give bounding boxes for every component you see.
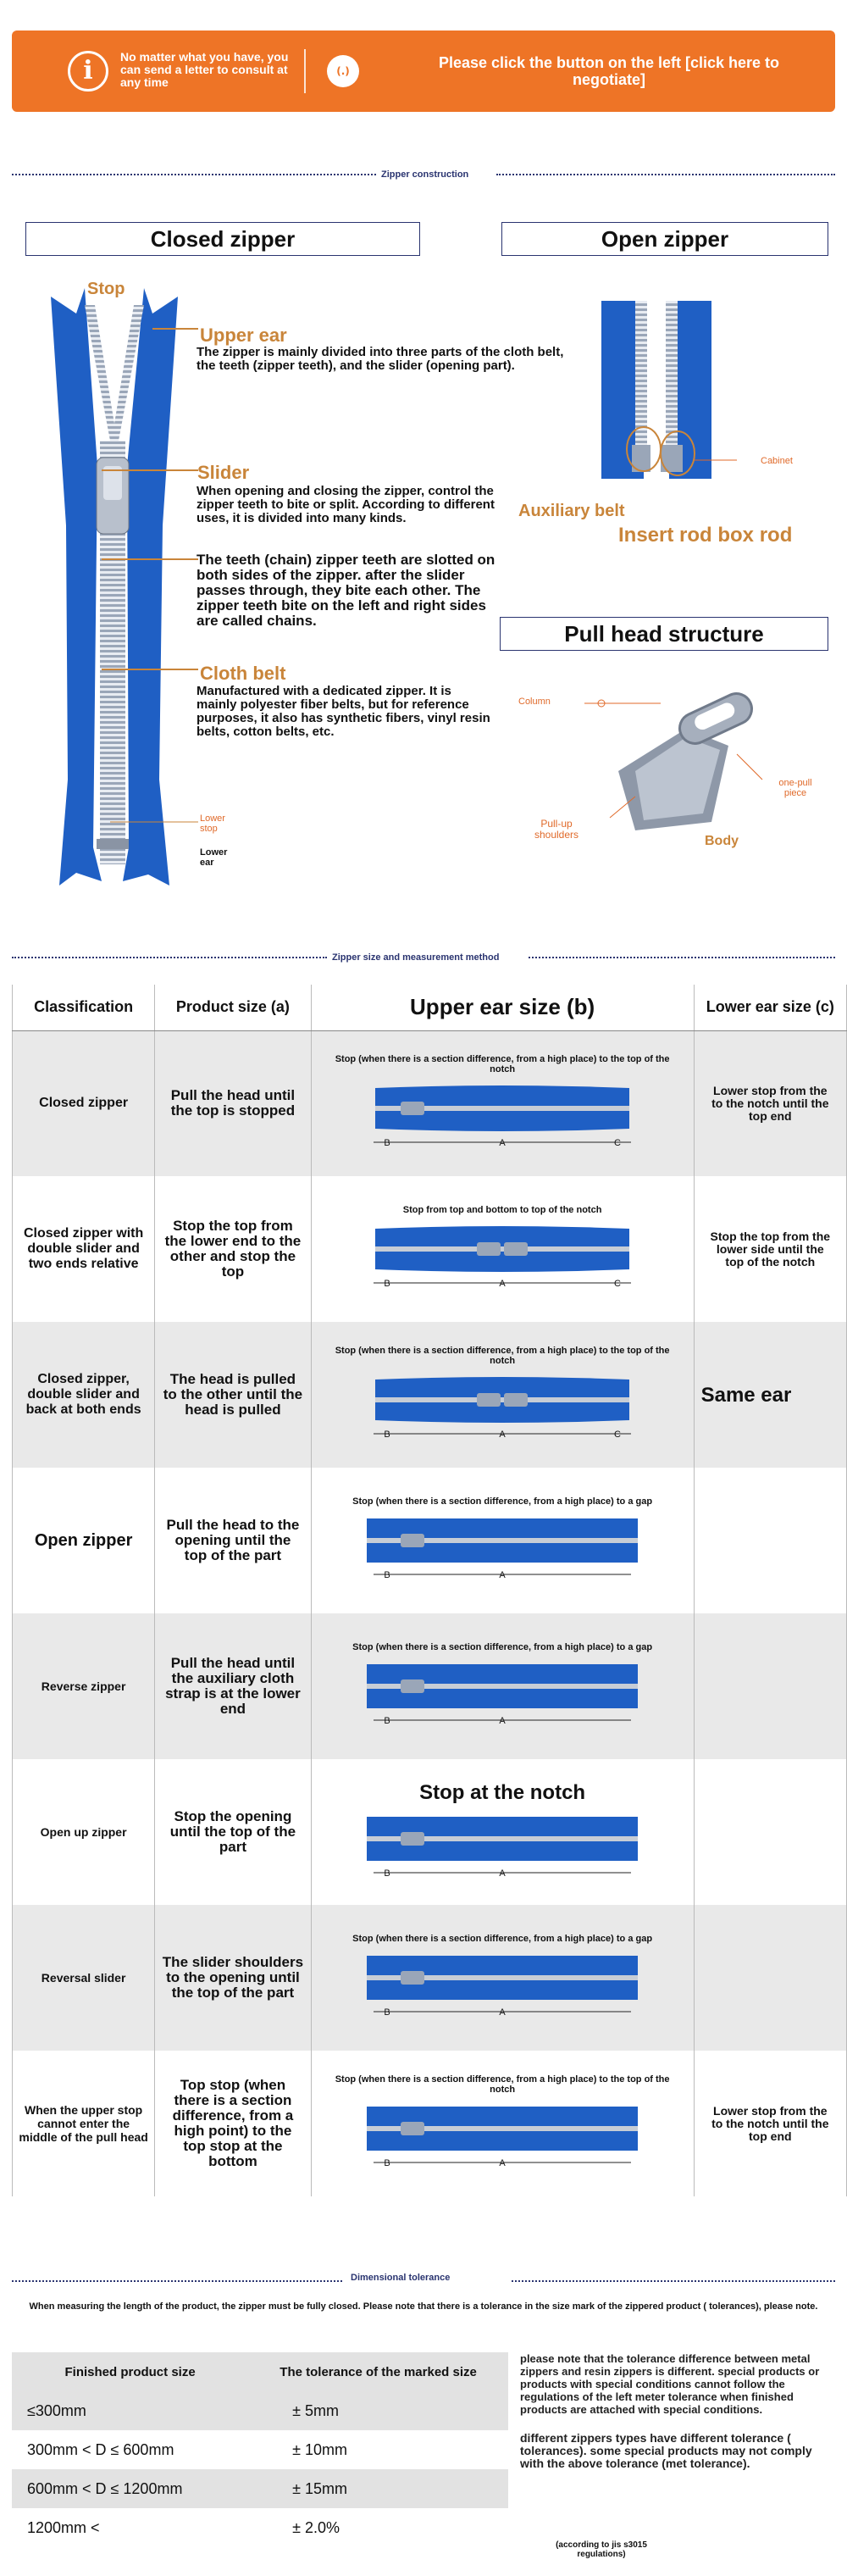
dimension-mark: C — [614, 1138, 622, 1149]
row-product-size: Pull the head until the auxiliary cloth strap is at the lower end — [155, 1613, 311, 1759]
row-upper-ear — [311, 1176, 694, 1322]
col-lower-ear: Lower ear size (c) — [694, 985, 846, 1030]
upper-ear-label: Upper ear — [200, 325, 287, 346]
tolerance-reference: (according to jis s3015 regulations) — [556, 2540, 647, 2559]
zipper-measure-diagram — [350, 1512, 655, 1585]
zipper-measure-diagram — [350, 1220, 655, 1293]
dimension-mark: A — [499, 1279, 506, 1289]
pull-up-label: Pull-up shoulders — [534, 818, 579, 841]
row-classification: Open up zipper — [13, 1759, 155, 1905]
row-lower-ear — [694, 1613, 846, 1759]
row-classification: Closed zipper with double slider and two ends relative — [13, 1176, 155, 1322]
dimension-mark: A — [499, 2158, 506, 2168]
one-pull-label: one-pull piece — [778, 778, 812, 798]
row-classification: Closed zipper, double slider and back at both ends — [13, 1322, 155, 1468]
row-classification: When the upper stop cannot enter the middle of the pull head — [13, 2051, 155, 2196]
closed-zipper-heading: Closed zipper — [25, 222, 420, 256]
zipper-slider — [401, 1679, 424, 1693]
col-classification: Classification — [13, 985, 155, 1030]
tol-size: ≤300mm — [12, 2391, 233, 2430]
body-label: Body — [705, 834, 739, 848]
row-classification: Reversal slider — [13, 1905, 155, 2051]
tol-size: 300mm < D ≤ 600mm — [27, 2440, 174, 2458]
zipper-measure-diagram — [350, 1080, 655, 1152]
tol-value: ± 5mm — [233, 2391, 508, 2430]
row-product-size: Stop the top from the lower end to the other and stop the top — [155, 1176, 311, 1322]
tol-value: ± 15mm — [233, 2469, 508, 2508]
slider-text: When opening and closing the zipper, control the zipper teeth to bite or split. According to different uses, it is divided into many kinds. — [197, 484, 495, 525]
negotiate-link[interactable]: Please click the button on the left [click here to negotiate] — [438, 54, 780, 88]
zipper-slider — [401, 2122, 424, 2135]
upper-ear-caption: Stop (when there is a section difference, from a high place) to the top of the notch — [335, 1346, 670, 1366]
banner-separator — [304, 49, 306, 93]
open-zipper-illustration — [584, 301, 745, 496]
dimension-mark: C — [614, 1430, 622, 1440]
dimension-mark: A — [499, 1716, 506, 1726]
auxiliary-belt-label: Auxiliary belt — [518, 502, 625, 520]
upper-ear-caption: Stop (when there is a section difference, from a high place) to a gap — [352, 1642, 653, 1652]
table-row — [13, 1613, 847, 1759]
row-classification: Closed zipper — [13, 1030, 155, 1176]
zipper-measure-diagram — [350, 1810, 655, 1883]
row-lower-ear: Lower stop from the to the notch until the top end — [694, 1030, 846, 1176]
dimension-mark: A — [499, 1430, 506, 1440]
row-upper-ear — [311, 1613, 694, 1759]
dimension-mark: B — [384, 1570, 390, 1580]
col-upper-ear: Upper ear size (b) — [311, 985, 694, 1030]
zipper-slider — [477, 1393, 501, 1407]
lower-ear-label: Lower ear — [200, 847, 228, 868]
tolerance-note-1: please note that the tolerance difference between metal zippers and resin zippers is different. special products or products with special conditions cannot follow the regulations of the left meter tolerance when finished products are attached with special conditions. — [520, 2352, 820, 2416]
zipper-slider — [504, 1393, 528, 1407]
section-title: Zipper construction — [381, 169, 469, 180]
section-divider-size — [12, 952, 835, 963]
upper-ear-caption: Stop at the notch — [419, 1781, 586, 1804]
contact-banner[interactable] — [12, 31, 835, 112]
tolerance-title: Dimensional tolerance — [351, 2273, 451, 2283]
row-upper-ear — [311, 1905, 694, 2051]
cabinet-label: Cabinet — [761, 456, 793, 466]
row-lower-ear: Stop the top from the lower side until the top of the notch — [694, 1176, 846, 1322]
cloth-belt-text: Manufactured with a dedicated zipper. It is mainly polyester fiber belts, but for reference purposes, it also has synthetic fibers, vinyl resin belts, cotton belts, etc. — [197, 684, 490, 739]
tolerance-table — [12, 2352, 508, 2547]
dimension-mark: A — [499, 1868, 506, 1879]
zipper-measure-diagram — [350, 1949, 655, 2022]
dimension-mark: A — [499, 1138, 506, 1149]
dimension-mark: B — [384, 1138, 390, 1149]
insert-rod-label: Insert rod box rod — [618, 524, 793, 547]
tol-size: 1200mm < — [27, 2518, 100, 2536]
dimension-mark: C — [614, 1279, 622, 1289]
zipper-slider — [401, 1102, 424, 1115]
row-product-size: The slider shoulders to the opening until the top of the part — [155, 1905, 311, 2051]
upper-ear-caption: Stop from top and bottom to top of the notch — [402, 1205, 602, 1215]
cloth-belt-label: Cloth belt — [200, 663, 286, 684]
zipper-slider — [504, 1242, 528, 1256]
stop-label: Stop — [87, 280, 125, 298]
zipper-slider — [477, 1242, 501, 1256]
table-row — [13, 1759, 847, 1905]
teeth-text: The teeth (chain) zipper teeth are slotted on both sides of the zipper. after the slider passes through, they bite each other. The zipper teeth bite on the left and right sides are called chains. — [197, 552, 495, 629]
row-lower-ear — [694, 1468, 846, 1613]
chat-icon[interactable]: (.) — [327, 55, 359, 87]
slider-label: Slider — [197, 462, 250, 483]
dimension-mark: B — [384, 2158, 390, 2168]
zipper-measure-diagram — [350, 2100, 655, 2173]
tol-col-tolerance: The tolerance of the marked size — [233, 2352, 508, 2391]
tolerance-note-2: different zippers types have different tolerance ( tolerances). some special products may not comply with the above tolerance (met tolerance). — [520, 2431, 812, 2470]
table-row — [13, 2051, 847, 2196]
callout-lines — [85, 322, 203, 847]
pull-head-illustration — [584, 669, 771, 839]
row-product-size: Top stop (when there is a section difference, from a high point) to the top stop at the bottom — [155, 2051, 311, 2196]
pull-head-heading: Pull head structure — [500, 617, 828, 651]
row-product-size: Pull the head to the opening until the top of the part — [155, 1468, 311, 1613]
upper-ear-caption: Stop (when there is a section difference, from a high place) to the top of the notch — [335, 2074, 670, 2095]
upper-ear-caption: Stop (when there is a section difference, from a high place) to a gap — [352, 1496, 653, 1507]
tol-value: ± 10mm — [292, 2440, 348, 2458]
row-upper-ear — [311, 1030, 694, 1176]
row-lower-ear — [694, 1905, 846, 2051]
row-lower-ear — [694, 1759, 846, 1905]
section-divider-construction — [12, 169, 835, 180]
row-classification: Open zipper — [13, 1468, 155, 1613]
zipper-teeth — [375, 1246, 629, 1252]
row-upper-ear — [311, 2051, 694, 2196]
zipper-measure-diagram — [350, 1657, 655, 1730]
upper-ear-caption: Stop (when there is a section difference, from a high place) to a gap — [352, 1934, 653, 1944]
dimension-mark: B — [384, 1430, 390, 1440]
col-product-size: Product size (a) — [155, 985, 311, 1030]
zipper-slider — [401, 1832, 424, 1846]
zipper-slider — [401, 1971, 424, 1985]
zipper-measure-diagram — [350, 1371, 655, 1444]
dimension-mark: A — [499, 2007, 506, 2018]
column-label: Column — [518, 697, 551, 707]
size-measurement-table — [12, 985, 847, 2196]
table-row — [13, 1468, 847, 1613]
table-row — [13, 1176, 847, 1322]
dimension-mark: B — [384, 1716, 390, 1726]
dimension-mark: B — [384, 1279, 390, 1289]
dimension-mark: B — [384, 2007, 390, 2018]
row-product-size: Stop the opening until the top of the part — [155, 1759, 311, 1905]
table-row — [13, 1322, 847, 1468]
row-upper-ear — [311, 1322, 694, 1468]
banner-left-text: No matter what you have, you can send a letter to consult at any time — [120, 50, 289, 89]
tolerance-intro: When measuring the length of the product, the zipper must be fully closed. Please note that there is a tolerance in the size mark of the zippered product ( tolerances), please note. — [29, 2301, 818, 2312]
dimension-mark: B — [384, 1868, 390, 1879]
table-row — [13, 1905, 847, 2051]
dimension-mark: A — [499, 1570, 506, 1580]
upper-ear-text: The zipper is mainly divided into three parts of the cloth belt, the teeth (zipper teeth), and the slider (opening part). — [197, 345, 564, 373]
row-product-size: Pull the head until the top is stopped — [155, 1030, 311, 1176]
row-classification: Reverse zipper — [13, 1613, 155, 1759]
tol-col-size: Finished product size — [12, 2352, 233, 2391]
tol-size: 600mm < D ≤ 1200mm — [12, 2469, 233, 2508]
row-upper-ear — [311, 1468, 694, 1613]
section-title: Zipper size and measurement method — [332, 952, 500, 963]
row-product-size: The head is pulled to the other until the head is pulled — [155, 1322, 311, 1468]
row-lower-ear: Lower stop from the to the notch until the top end — [694, 2051, 846, 2196]
section-divider-tolerance — [12, 2273, 835, 2286]
zipper-teeth — [375, 1397, 629, 1402]
row-upper-ear — [311, 1759, 694, 1905]
info-icon: i — [68, 51, 108, 92]
zipper-slider — [401, 1534, 424, 1547]
table-row — [13, 1030, 847, 1176]
open-zipper-heading: Open zipper — [501, 222, 828, 256]
tol-value: ± 2.0% — [292, 2518, 340, 2536]
upper-ear-caption: Stop (when there is a section difference, from a high place) to the top of the notch — [335, 1054, 670, 1075]
lower-stop-label: Lower stop — [200, 813, 225, 834]
row-lower-ear: Same ear — [694, 1322, 846, 1468]
